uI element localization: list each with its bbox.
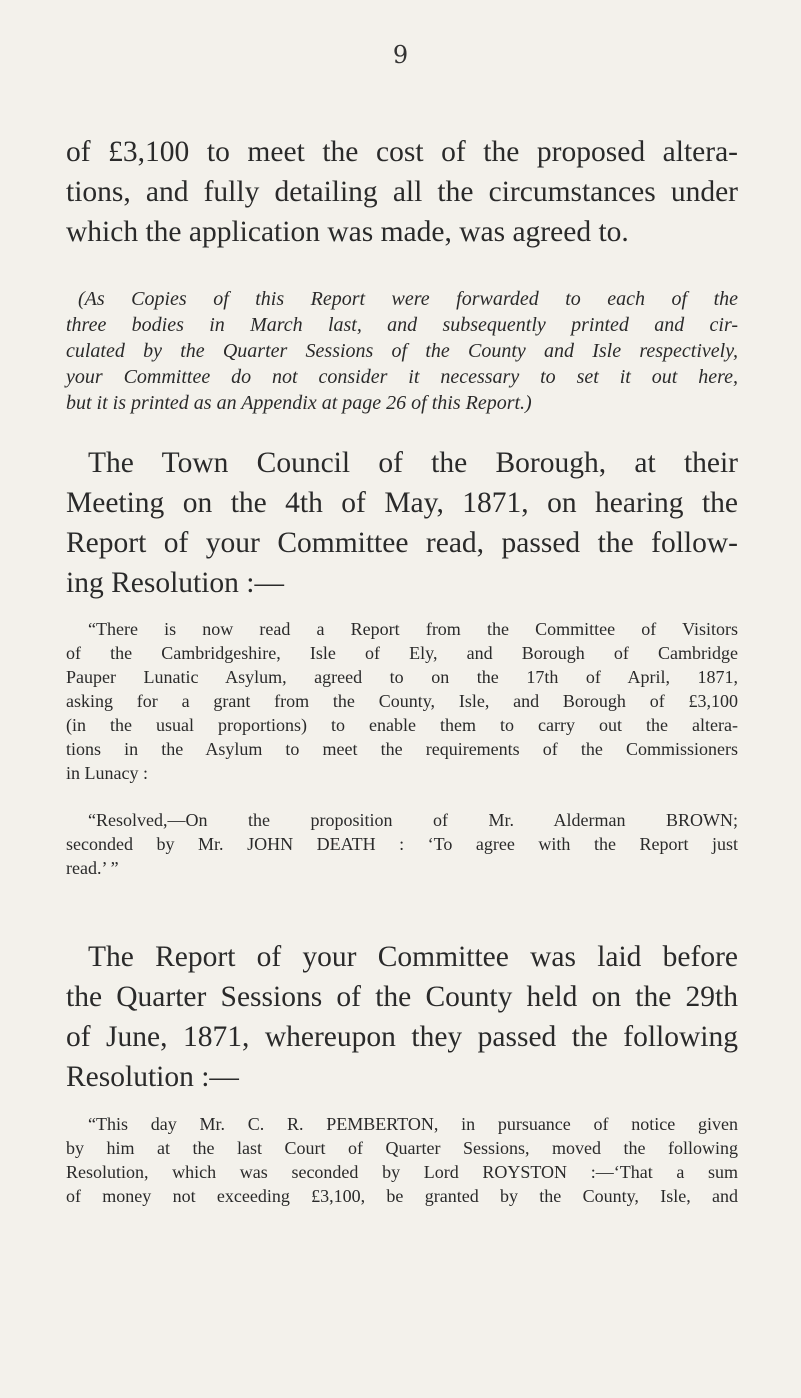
text-line: your Committee do not consider it necessary to set it out here, xyxy=(66,366,738,388)
text-line: Resolution :— xyxy=(66,1061,239,1093)
text-line: by him at the last Court of Quarter Sessions, moved the following xyxy=(66,1138,738,1158)
quoted-resolved xyxy=(66,808,738,880)
text-line: (in the usual proportions) to enable them to carry out the altera- xyxy=(66,715,738,735)
text-line: “This day Mr. C. R. PEMBERTON, in pursuance of notice given xyxy=(88,1114,738,1134)
text-line: culated by the Quarter Sessions of the County and Isle respectively, xyxy=(66,340,738,362)
text-line: Pauper Lunatic Asylum, agreed to on the 17th of April, 1871, xyxy=(66,667,738,687)
quoted-resolution-report xyxy=(66,617,738,785)
paragraph-town-council xyxy=(66,443,738,603)
text-line: “There is now read a Report from the Committee of Visitors xyxy=(88,619,738,639)
text-line: Resolution, which was seconded by Lord ROYSTON :—‘That a sum xyxy=(66,1162,738,1182)
page-number: 9 xyxy=(392,41,409,69)
text-line: tions, and fully detailing all the circumstances under xyxy=(66,176,738,208)
text-line: The Town Council of the Borough, at their xyxy=(88,447,738,479)
text-line: the Quarter Sessions of the County held on the 29th xyxy=(66,981,738,1013)
text-line: read.’ ” xyxy=(66,858,119,878)
text-line: “Resolved,—On the proposition of Mr. Alderman BROWN; xyxy=(88,810,738,830)
text-line: ing Resolution :— xyxy=(66,567,284,599)
text-line: three bodies in March last, and subsequently printed and cir- xyxy=(66,314,738,336)
quoted-pemberton-resolution xyxy=(66,1112,738,1208)
text-line: of June, 1871, whereupon they passed the following xyxy=(66,1021,738,1053)
text-line: in Lunacy : xyxy=(66,763,148,783)
text-line: which the application was made, was agreed to. xyxy=(66,216,629,248)
text-line: tions in the Asylum to meet the requirements of the Commissioners xyxy=(66,739,738,759)
text-line: Meeting on the 4th of May, 1871, on hearing the xyxy=(66,487,738,519)
text-line: The Report of your Committee was laid before xyxy=(88,941,738,973)
text-line: seconded by Mr. JOHN DEATH : ‘To agree with the Report just xyxy=(66,834,738,854)
paragraph-cost xyxy=(66,132,738,252)
text-line: but it is printed as an Appendix at page 26 of this Report.) xyxy=(66,392,532,414)
italic-note xyxy=(66,286,738,416)
paragraph-quarter-sessions xyxy=(66,937,738,1097)
text-line: of money not exceeding £3,100, be granted by the County, Isle, and xyxy=(66,1186,738,1206)
text-line: of the Cambridgeshire, Isle of Ely, and Borough of Cambridge xyxy=(66,643,738,663)
text-line: asking for a grant from the County, Isle, and Borough of £3,100 xyxy=(66,691,738,711)
text-line: Report of your Committee read, passed the follow- xyxy=(66,527,738,559)
text-line: (As Copies of this Report were forwarded to each of the xyxy=(78,288,738,310)
text-line: of £3,100 to meet the cost of the proposed altera- xyxy=(66,136,738,168)
